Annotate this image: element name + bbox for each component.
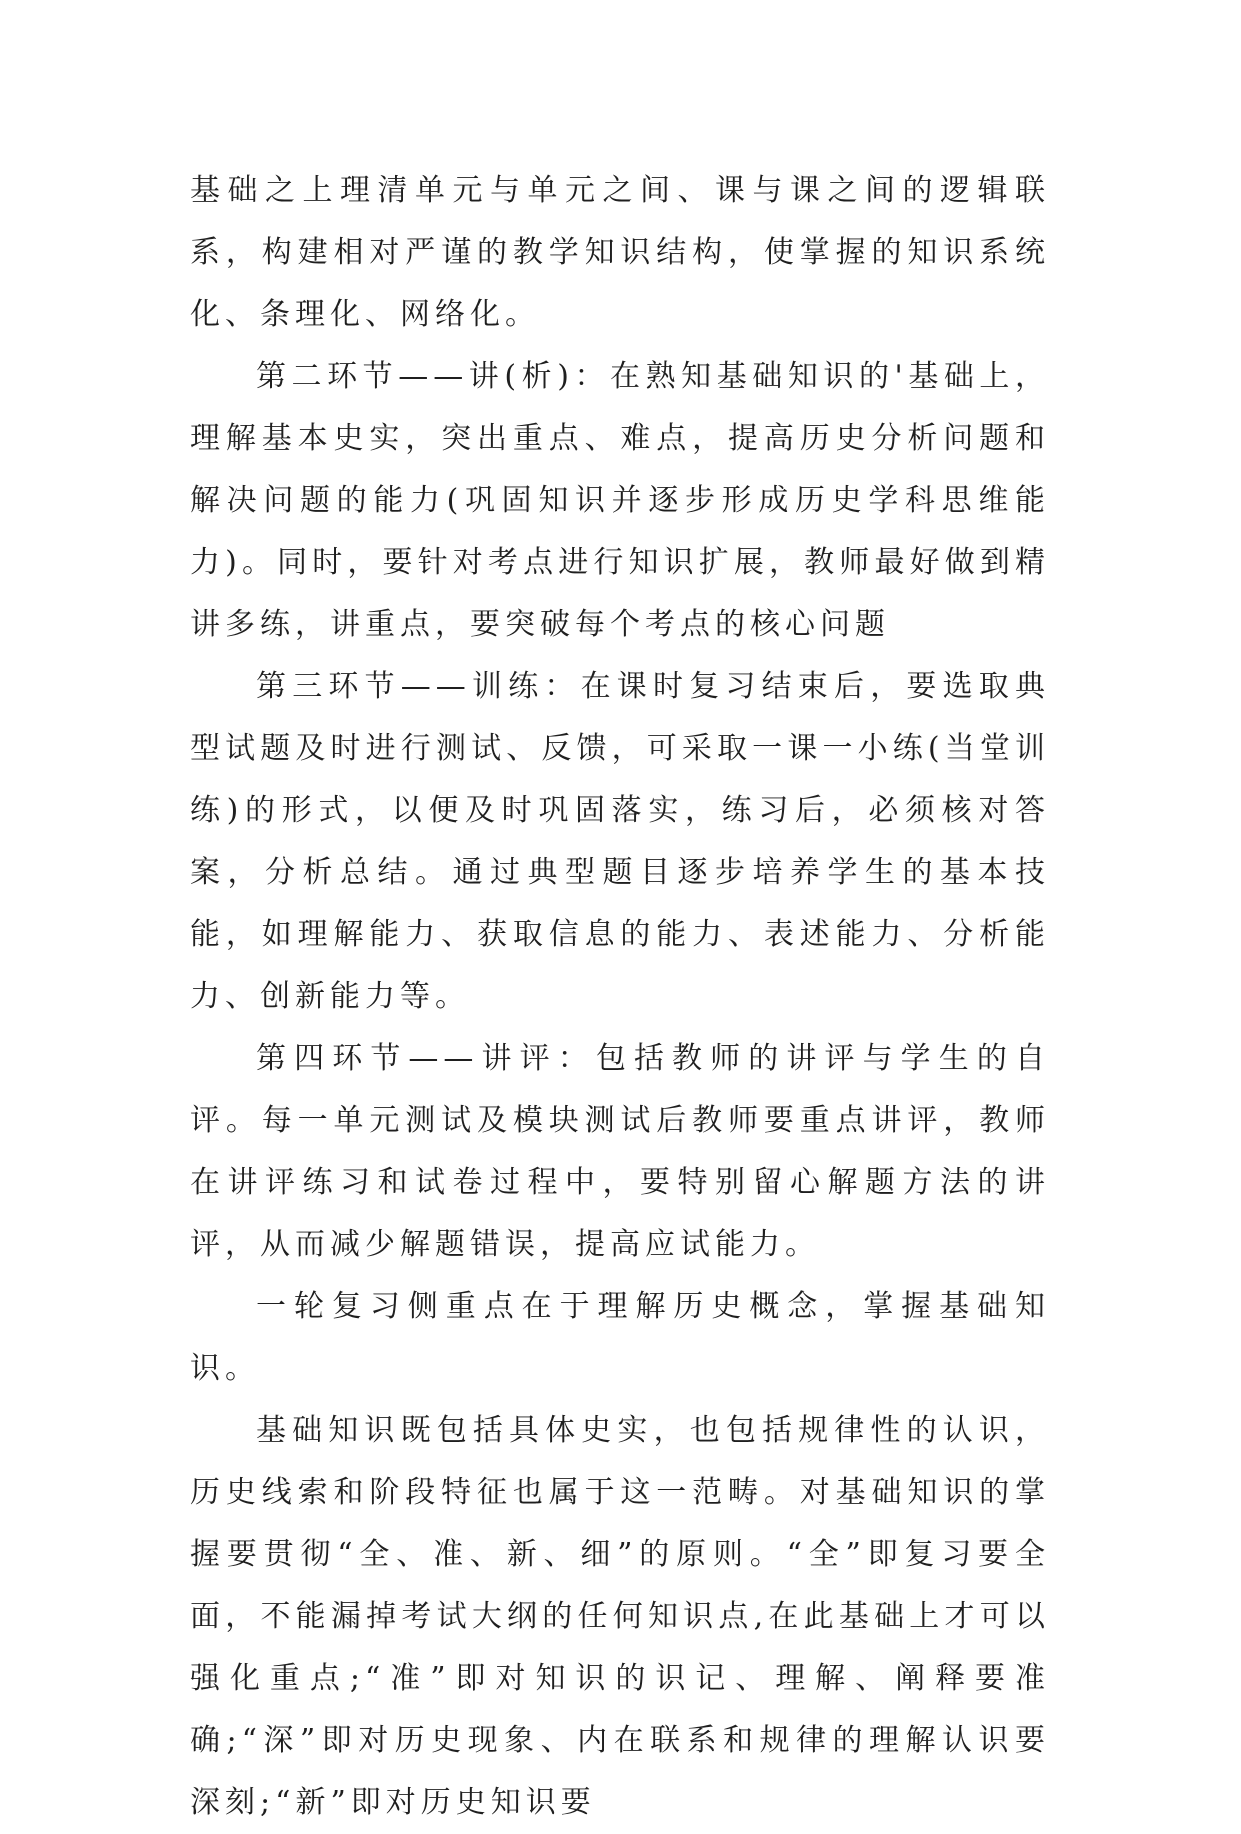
document-body [190, 160, 1050, 1834]
paragraph: 第四环节——讲评：包括教师的讲评与学生的自评。每一单元测试及模块测试后教师要重点讲评，教师在讲评练习和试卷过程中，要特别留心解题方法的讲评，从而减少解题错误，提高应试能力。 [190, 1041, 1050, 1262]
paragraph: 基础之上理清单元与单元之间、课与课之间的逻辑联系，构建相对严谨的教学知识结构，使掌握的知识系统化、条理化、网络化。 [190, 173, 1050, 332]
paragraph: 第三环节——训练：在课时复习结束后，要选取典型试题及时进行测试、反馈，可采取一课一小练(当堂训练)的形式，以便及时巩固落实，练习后，必须核对答案，分析总结。通过典型题目逐步培养学生的基本技能，如理解能力、获取信息的能力、表述能力、分析能力、创新能力等。 [190, 669, 1050, 1014]
paragraph: 一轮复习侧重点在于理解历史概念，掌握基础知识。 [190, 1289, 1050, 1386]
paragraph: 第二环节——讲(析)：在熟知基础知识的'基础上，理解基本史实，突出重点、难点，提高历史分析问题和解决问题的能力(巩固知识并逐步形成历史学科思维能力)。同时，要针对考点进行知识扩展，教师最好做到精讲多练，讲重点，要突破每个考点的核心问题 [190, 359, 1050, 642]
paragraph: 基础知识既包括具体史实，也包括规律性的认识，历史线索和阶段特征也属于这一范畴。对基础知识的掌握要贯彻“全、准、新、细”的原则。“全”即复习要全面，不能漏掉考试大纲的任何知识点,在此基础上才可以强化重点;“准”即对知识的识记、理解、阐释要准确;“深”即对历史现象、内在联系和规律的理解认识要深刻;“新”即对历史知识要 [190, 1413, 1050, 1820]
